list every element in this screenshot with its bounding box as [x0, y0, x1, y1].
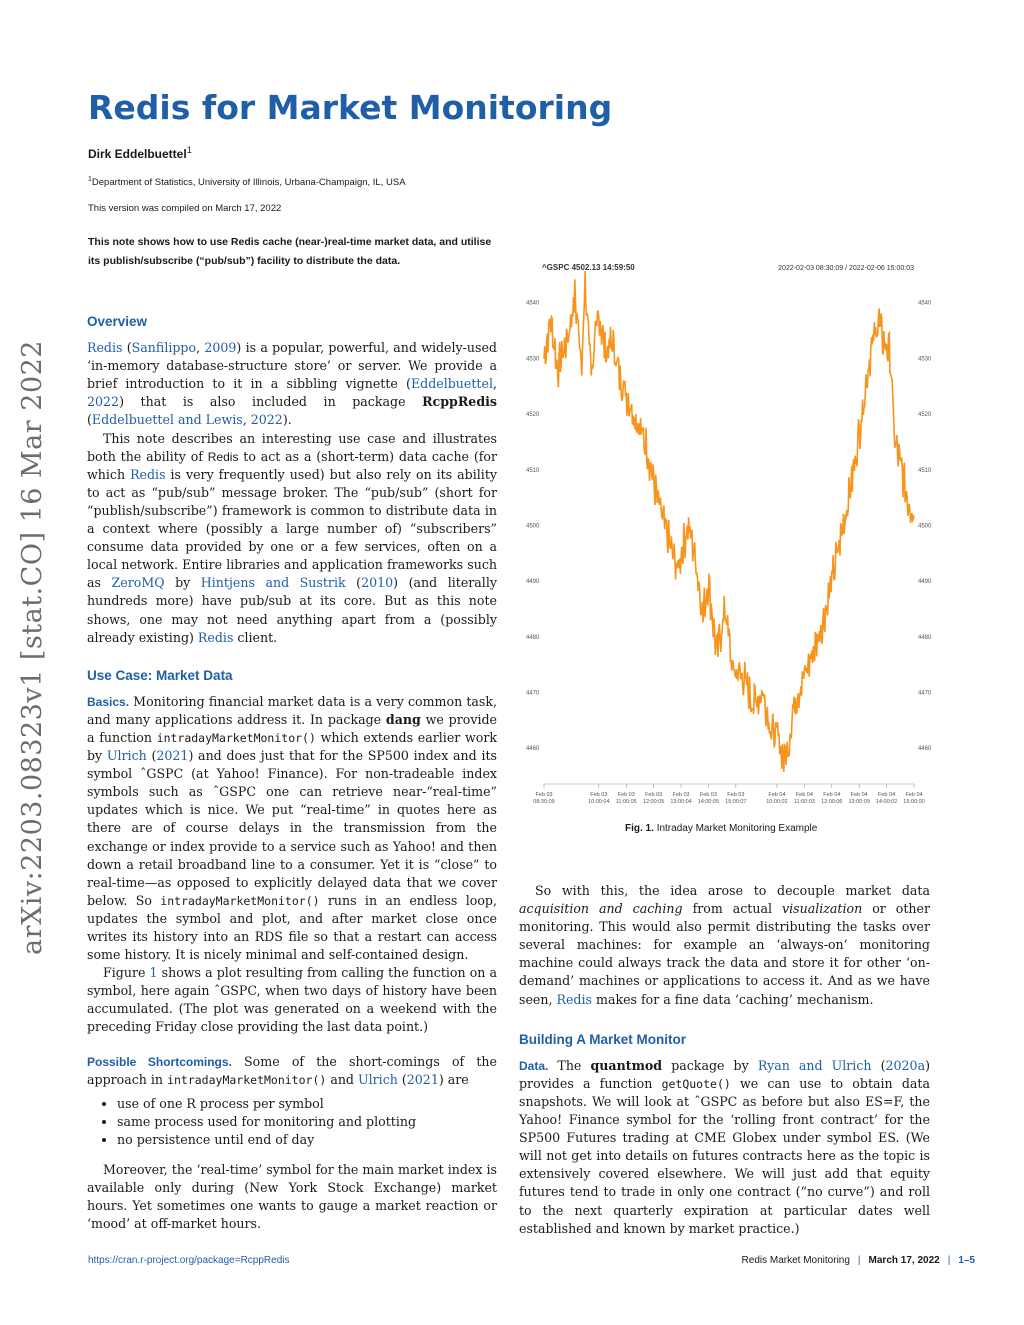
- function-name: intradayMarketMonitor(): [167, 1072, 327, 1087]
- redis-link[interactable]: Redis: [130, 466, 166, 482]
- y-tick-label: 4510: [918, 467, 932, 474]
- cite-2009-link[interactable]: 2009: [204, 340, 237, 356]
- x-tick-label-date: Feb 03: [617, 792, 635, 798]
- function-name: intradayMarketMonitor(): [156, 730, 316, 745]
- x-tick-label-date: Feb 04: [905, 792, 923, 798]
- y-tick-label: 4470: [526, 690, 540, 697]
- left-column: [87, 313, 497, 1233]
- y-tick-label: 4500: [918, 523, 932, 530]
- figure-caption-text: Intraday Market Monitoring Example: [656, 823, 818, 834]
- affiliation-sup: 1: [88, 176, 92, 183]
- cite-2022-link[interactable]: 2022: [87, 394, 120, 410]
- x-tick-label-date: Feb 03: [672, 792, 690, 798]
- author-sup: 1: [186, 145, 192, 155]
- shortcomings-label: Possible Shortcomings.: [87, 1054, 232, 1069]
- x-tick-label-date: Feb 03: [645, 792, 663, 798]
- cite-sanfilippo-link[interactable]: Sanfilippo: [131, 340, 197, 356]
- right-column: [519, 882, 930, 1238]
- chart-header-left: ^GSPC 4502.13 14:59:50: [542, 263, 635, 272]
- price-line: [544, 271, 914, 772]
- paper-title: Redis for Market Monitoring: [88, 88, 613, 127]
- y-tick-label: 4460: [918, 746, 932, 753]
- figure-label: Fig. 1.: [625, 823, 654, 834]
- package-rcppredis: RcppRedis: [422, 394, 497, 410]
- cite-2010-link[interactable]: 2010: [361, 575, 394, 591]
- y-tick-label: 4540: [526, 300, 540, 307]
- figure-caption: [625, 823, 817, 834]
- cite-ulrich-link[interactable]: Ulrich: [106, 748, 147, 764]
- y-tick-label: 4520: [918, 412, 932, 419]
- cite-2020a-link[interactable]: 2020a: [885, 1057, 926, 1073]
- data-label: Data.: [519, 1058, 549, 1073]
- y-tick-label: 4530: [918, 356, 932, 363]
- affiliation-text: Department of Statistics, University of Illinois, Urbana-Champaign, IL, USA: [91, 177, 406, 189]
- y-tick-label: 4510: [526, 467, 540, 474]
- x-tick-label-time: 08:30:09: [533, 799, 555, 805]
- y-tick-label: 4540: [918, 300, 932, 307]
- x-tick-label-date: Feb 03: [727, 792, 745, 798]
- affiliation: [88, 176, 406, 188]
- usecase-heading: Use Case: Market Data: [87, 667, 233, 683]
- moreover-paragraph: Moreover, the ‘real-time’ symbol for the main market index is available only during (New York Stock Exchange) market hours. Yet sometimes one wants to gauge a market reaction or ‘mood’ at off-market hours.: [87, 1162, 497, 1232]
- y-tick-label: 4480: [918, 634, 932, 641]
- x-tick-label-date: Feb 04: [768, 792, 786, 798]
- x-tick-label-time: 13:00:09: [848, 799, 870, 805]
- package-dang: dang: [385, 711, 421, 727]
- x-tick-label-date: Feb 04: [823, 792, 841, 798]
- x-tick-label-date: Feb 03: [590, 792, 608, 798]
- intraday-chart: [522, 258, 934, 808]
- cite-eddelbuettel-lewis-link[interactable]: Eddelbuettel and Lewis: [91, 412, 243, 428]
- x-tick-label-time: 12:00:05: [642, 799, 665, 805]
- arxiv-stamp: arXiv:2203.08323v1 [stat.CO] 16 Mar 2022: [17, 340, 48, 955]
- overview-paragraph-1: Redis (Sanfilippo, 2009) is a popular, powerful, and widely-used ‘in-memory database-structure store’ or server. We provide a brief introduction to it in a sibbling vignette (Eddelbuettel, 2022) that is also included in package RcppRedis (Eddelbuettel and Lewis, 2022).: [87, 340, 497, 428]
- x-tick-label-date: Feb 04: [795, 792, 813, 798]
- y-tick-label: 4500: [526, 523, 540, 530]
- x-tick-label-time: 15:00:00: [903, 799, 925, 805]
- x-tick-label-date: Feb 04: [850, 792, 868, 798]
- x-tick-label-time: 13:00:04: [670, 799, 692, 805]
- x-tick-label-time: 14:00:05: [697, 799, 720, 805]
- page-number: 1–5: [958, 1255, 975, 1266]
- shortcomings-list: [87, 1095, 497, 1149]
- basics-paragraph: Basics. Monitoring financial market data is a very common task, and many applications address it. In package dang we provide a function intradayMarketMonitor() which extends earlier work by Ulrich (2021) and does just that for the SP500 index and its symbol ˆGSPC (at Yahoo! Finance). For non-tradeable index symbols such as ˆGSPC one can retrieve near-“real-time” updates which is nice. We put “real-time” in quotes here as there are of course delays in the transmission from the exchange or index provide to a service such as Yahoo! and then down a retail broadband line to a consumer. Yet it is “close” to real-time—as opposed to explicitly delayed data that we cover below. So intradayMarketMonitor() runs in an endless loop, updates the symbol and plot, and after market close once writes its history into an RDS file so that a restart can access some history. It is nicely minimal and self-contained design.: [87, 693, 498, 963]
- x-tick-label-date: Feb 04: [878, 792, 896, 798]
- basics-label: Basics.: [87, 694, 130, 709]
- compiled-date: This version was compiled on March 17, 2022: [88, 203, 282, 214]
- list-item: • use of one R process per symbol: [117, 1095, 497, 1113]
- author: [88, 145, 192, 161]
- figure-reference-paragraph: Figure 1 shows a plot resulting from calling the function on a symbol, here again ˆGSPC, when two days of history have been accumulated. (The plot was generated on a weekend with the preceding Friday close providing the last data point.): [87, 965, 497, 1035]
- y-tick-label: 4490: [918, 579, 932, 586]
- redis-link[interactable]: Redis: [556, 991, 592, 1007]
- y-tick-label: 4490: [526, 579, 540, 586]
- y-tick-label: 4520: [526, 412, 540, 419]
- footer-separator: |: [857, 1255, 861, 1266]
- function-name: getQuote(): [661, 1076, 731, 1091]
- cite-eddelbuettel-link[interactable]: Eddelbuettel: [410, 376, 493, 392]
- footer-separator: |: [947, 1255, 951, 1266]
- x-tick-label-date: Feb 03: [699, 792, 718, 798]
- chart-header-right: 2022-02-03 08:30:09 / 2022-02-06 15:00:03: [778, 265, 914, 272]
- footer-date: March 17, 2022: [868, 1255, 940, 1266]
- x-tick-label-time: 15:00:07: [725, 799, 747, 805]
- cite-2021-link[interactable]: 2021: [156, 748, 189, 764]
- overview-heading: Overview: [87, 314, 148, 329]
- footer-right: [742, 1255, 975, 1266]
- x-tick-label-time: 14:00:02: [875, 799, 898, 805]
- abstract: This note shows how to use Redis cache (near-)real-time market data, and utilise its publish/subscribe (“pub/sub”) facility to distribute the data.: [88, 236, 492, 267]
- y-tick-label: 4470: [918, 690, 932, 697]
- x-tick-label-time: 11:00:05: [615, 799, 637, 805]
- y-tick-label: 4480: [526, 634, 540, 641]
- building-heading: Building A Market Monitor: [519, 1031, 686, 1047]
- x-tick-label-time: 12:00:06: [821, 799, 843, 805]
- cite-hintjens-link[interactable]: Hintjens and Sustrik: [200, 575, 346, 591]
- cite-2021-link[interactable]: 2021: [406, 1071, 439, 1087]
- list-item: • no persistence until end of day: [117, 1131, 497, 1149]
- data-paragraph: Data. The quantmod package by Ryan and Ulrich (2020a) provides a function getQuote() we can use to obtain data snapshots. We will look at ˆGSPC as before but also ES=F, the Yahoo! Finance symbol for the ‘rolling front contract’ for the SP500 Futures trading at CME Globex under symbol ES. (We will not get into details on futures contracts here as the topic is extensively covered elsewhere. We will just add that equity futures tend to trade in only one contract (“no curve”) and roll to the next quarterly expiration at particular dates well established and known by market practice.): [519, 1057, 930, 1236]
- redis-link[interactable]: Redis: [87, 340, 123, 356]
- overview-paragraph-2: This note describes an interesting use case and illustrates both the ability of Redis to act as a (short-term) data cache (for which Redis is very frequently used) but also rely on its ability to act as “pub/sub” message broker. The “pub/sub” (short for “publish/subscribe”) framework is common to distribute data in a context where (possibly a large number of) “subscribers” consume data provided by one or a few services, often on a local network. Entire libraries and application frameworks such as ZeroMQ by Hintjens and Sustrik (2010) (and literally hundreds more) have pub/sub at its core. But as this note shows, one may not need anything apart from a (possibly already existing) Redis client.: [87, 430, 497, 645]
- footer-url-link[interactable]: https://cran.r-project.org/package=RcppRedis: [88, 1255, 290, 1266]
- y-tick-label: 4460: [526, 746, 540, 753]
- author-name: Dirk Eddelbuettel: [88, 147, 187, 161]
- y-tick-label: 4530: [526, 356, 540, 363]
- x-tick-label-time: 11:00:03: [793, 799, 815, 805]
- figure-1-link[interactable]: 1: [149, 965, 158, 981]
- x-tick-label-date: Feb 03: [535, 792, 553, 798]
- decouple-paragraph: So with this, the idea arose to decouple market data acquisition and caching from actual visualization or other monitoring. This would also permit distributing the tasks over several machines: for example an ‘always-on’ monitoring machine could always track the data and store it for other ‘on-demand’ machines or applications to access it. And as we have seen, Redis makes for a fine data ‘caching’ mechanism.: [519, 883, 930, 1007]
- list-item: • same process used for monitoring and plotting: [117, 1113, 497, 1131]
- shortcomings-paragraph: Possible Shortcomings. Some of the short-comings of the approach in intradayMarketMonitor() and Ulrich (2021) are: [87, 1053, 497, 1087]
- cite-ulrich-link[interactable]: Ulrich: [358, 1071, 398, 1087]
- zeromq-link[interactable]: ZeroMQ: [111, 575, 165, 591]
- footer-short-title: Redis Market Monitoring: [741, 1255, 850, 1266]
- package-quantmod: quantmod: [590, 1057, 663, 1073]
- cite-ryan-ulrich-link[interactable]: Ryan and Ulrich: [757, 1057, 872, 1073]
- x-tick-label-time: 10:00:02: [766, 799, 788, 805]
- figure-1-chart: [522, 258, 934, 808]
- cite-2022b-link[interactable]: 2022: [250, 412, 283, 428]
- redis-link[interactable]: Redis: [197, 629, 234, 645]
- x-tick-label-time: 10:00:04: [588, 799, 610, 805]
- function-name: intradayMarketMonitor(): [160, 893, 320, 908]
